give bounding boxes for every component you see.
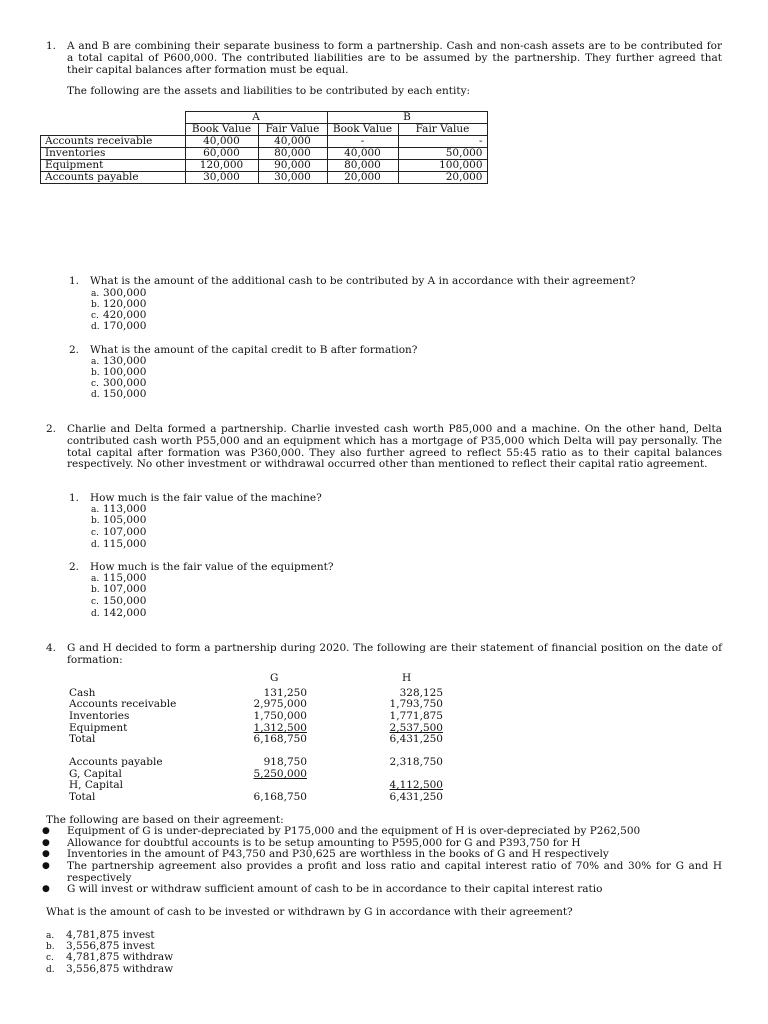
column-g-header: G — [270, 672, 279, 684]
problem-4-number: 4. — [46, 642, 57, 654]
agreement-item: Allowance for doubtful accounts is to be setup amounting to P595,000 for G and P393,750 for H — [67, 837, 581, 849]
option-letter: c. — [91, 597, 99, 607]
option-letter: b. — [91, 368, 100, 378]
option-letter: a. — [91, 357, 100, 367]
option-value: 300,000 — [103, 287, 147, 299]
p2-question-2-number: 2. — [69, 561, 80, 573]
fs-g-value: 6,168,750 — [253, 733, 307, 745]
option-value: 150,000 — [103, 595, 147, 607]
option-letter: d. — [91, 322, 100, 332]
table-group-header-row — [41, 112, 488, 124]
option-value: 150,000 — [103, 388, 147, 400]
option-value: 130,000 — [103, 355, 147, 367]
b-fair-cell: - — [398, 136, 487, 148]
b-fair-cell: 100,000 — [398, 160, 487, 172]
option-letter: c. — [46, 953, 54, 963]
agreement-intro: The following are based on their agreement: — [46, 814, 284, 826]
option — [91, 539, 146, 552]
a-book-cell: 120,000 — [185, 160, 258, 172]
a-fair-cell: 80,000 — [258, 148, 327, 160]
problem-1-text: A and B are combining their separate business to form a partnership. Cash and non-cash assets are to be contributed for a total capital of P600,000. The contributed liabilities are to be assumed by the partnership. They further agreed that their capital balances after formation must be equal. — [67, 40, 722, 76]
option-value: 3,556,875 invest — [66, 940, 155, 952]
fs-g-value: 1,312,500 — [253, 722, 307, 734]
option-value: 115,000 — [103, 572, 147, 584]
b-fair-cell: 50,000 — [398, 148, 487, 160]
problem-1-table-intro: The following are the assets and liabilities to be contributed by each entity: — [67, 85, 471, 97]
fs-label: Total — [69, 791, 96, 803]
fs-h-value: 1,793,750 — [389, 698, 443, 710]
fs-h-value: 2,537,500 — [389, 722, 443, 734]
option-value: 3,556,875 withdraw — [66, 963, 174, 975]
fs-label: Accounts payable — [69, 756, 163, 768]
row-label: Equipment — [41, 160, 186, 172]
option-letter: a. — [46, 931, 55, 941]
option-value: 105,000 — [103, 514, 147, 526]
bullet-icon: ● — [42, 826, 50, 836]
option-letter: a. — [91, 505, 100, 515]
fs-h-value: 1,771,875 — [389, 710, 443, 722]
option — [91, 389, 146, 402]
b-book-cell: 20,000 — [327, 172, 398, 184]
agreement-item: The partnership agreement also provides a profit and loss ratio and capital interest ratio of 70% and 30% for G and H respectively — [67, 860, 722, 884]
p1-question-1-number: 1. — [69, 275, 80, 287]
table-column-header-row — [41, 124, 488, 136]
fs-h-value: 4,112,500 — [389, 779, 443, 791]
b-book-cell: 40,000 — [327, 148, 398, 160]
problem-1-number: 1. — [46, 40, 57, 52]
p1-question-2-number: 2. — [69, 344, 80, 356]
agreement-item: Inventories in the amount of P43,750 and P30,625 are worthless in the books of G and H respectively — [67, 848, 609, 860]
fs-label: G, Capital — [69, 768, 122, 780]
a-book-value-header: Book Value — [185, 124, 258, 136]
option-letter: b. — [91, 585, 100, 595]
option — [91, 608, 146, 621]
fs-label: H, Capital — [69, 779, 124, 791]
option-letter: c. — [91, 311, 99, 321]
option-value: 107,000 — [103, 526, 147, 538]
option-value: 113,000 — [103, 503, 147, 515]
bullet-icon: ● — [42, 884, 50, 894]
table-row — [41, 136, 488, 148]
option-letter: b. — [91, 516, 100, 526]
option — [46, 964, 173, 977]
option-letter: d. — [91, 540, 100, 550]
fs-h-value: 328,125 — [399, 687, 443, 699]
agreement-item: Equipment of G is under-depreciated by P175,000 and the equipment of H is over-depreciated by P262,500 — [67, 825, 641, 837]
assets-liabilities-table — [40, 111, 488, 184]
option-letter: c. — [91, 379, 99, 389]
p2-question-2-text: How much is the fair value of the equipment? — [90, 561, 334, 573]
option-value: 100,000 — [103, 366, 147, 378]
fs-g-value: 131,250 — [263, 687, 307, 699]
b-fair-value-header: Fair Value — [398, 124, 487, 136]
column-h-header: H — [402, 672, 412, 684]
option-letter: b. — [46, 942, 55, 952]
option-letter: b. — [91, 300, 100, 310]
p2-question-1-number: 1. — [69, 492, 80, 504]
bullet-icon: ● — [42, 849, 50, 859]
a-book-cell: 40,000 — [185, 136, 258, 148]
fs-g-value: 1,750,000 — [253, 710, 307, 722]
fs-g-value: 5,250,000 — [253, 768, 307, 780]
option-letter: a. — [91, 289, 100, 299]
problem-2-text: Charlie and Delta formed a partnership. Charlie invested cash worth P85,000 and a machine. On the other hand, Delta contributed cash worth P55,000 and an equipment which has a mortgage of P35,000 which Delta will pay personally. The total capital after formation was P360,000. They also further agreed to reflect 55:45 ratio as to their capital balances respectively. No other investment or withdrawal occurred other than mentioned to reflect their capital ratio agreement. — [67, 423, 722, 471]
group-b-header: B — [327, 112, 487, 124]
b-book-cell: - — [327, 136, 398, 148]
fs-h-value: 6,431,250 — [389, 733, 443, 745]
fs-g-value: 2,975,000 — [253, 698, 307, 710]
fs-h-value: 6,431,250 — [389, 791, 443, 803]
fs-label: Equipment — [69, 722, 128, 734]
table-row — [41, 148, 488, 160]
p4-question-text: What is the amount of cash to be invested or withdrawn by G in accordance with their agreement? — [46, 906, 573, 918]
fs-label: Cash — [69, 687, 96, 699]
row-label: Inventories — [41, 148, 186, 160]
option-value: 300,000 — [103, 377, 147, 389]
fs-label: Accounts receivable — [69, 698, 177, 710]
option-value: 420,000 — [103, 309, 147, 321]
option-letter: d. — [91, 609, 100, 619]
table-row — [41, 172, 488, 184]
agreement-item: G will invest or withdraw sufficient amount of cash to be in accordance to their capital interest ratio — [67, 883, 603, 895]
problem-4-text: G and H decided to form a partnership during 2020. The following are their statement of financial position on the date of formation: — [67, 642, 722, 666]
a-fair-cell: 40,000 — [258, 136, 327, 148]
a-fair-value-header: Fair Value — [258, 124, 327, 136]
a-fair-cell: 30,000 — [258, 172, 327, 184]
b-book-value-header: Book Value — [327, 124, 398, 136]
a-book-cell: 30,000 — [185, 172, 258, 184]
p1-question-1-text: What is the amount of the additional cash to be contributed by A in accordance with their agreement? — [90, 275, 636, 287]
problem-2-number: 2. — [46, 423, 57, 435]
option-letter: c. — [91, 528, 99, 538]
fs-label: Total — [69, 733, 96, 745]
option-value: 170,000 — [103, 320, 147, 332]
option-letter: a. — [91, 574, 100, 584]
row-label: Accounts receivable — [41, 136, 186, 148]
option-value: 142,000 — [103, 607, 147, 619]
a-fair-cell: 90,000 — [258, 160, 327, 172]
group-a-header: A — [185, 112, 327, 124]
a-book-cell: 60,000 — [185, 148, 258, 160]
option-value: 120,000 — [103, 298, 147, 310]
b-book-cell: 80,000 — [327, 160, 398, 172]
fs-label: Inventories — [69, 710, 130, 722]
option-letter: d. — [46, 965, 55, 975]
table-row — [41, 160, 488, 172]
p1-question-2-text: What is the amount of the capital credit to B after formation? — [90, 344, 418, 356]
row-label: Accounts payable — [41, 172, 186, 184]
bullet-icon: ● — [42, 838, 50, 848]
fs-h-value: 2,318,750 — [389, 756, 443, 768]
option-value: 115,000 — [103, 538, 147, 550]
fs-g-value: 6,168,750 — [253, 791, 307, 803]
fs-g-value: 918,750 — [263, 756, 307, 768]
option-letter: d. — [91, 390, 100, 400]
b-fair-cell: 20,000 — [398, 172, 487, 184]
p2-question-1-text: How much is the fair value of the machine? — [90, 492, 322, 504]
option-value: 107,000 — [103, 583, 147, 595]
option — [91, 321, 146, 334]
bullet-icon: ● — [42, 861, 50, 871]
option-value: 4,781,875 invest — [66, 929, 155, 941]
option-value: 4,781,875 withdraw — [66, 951, 174, 963]
